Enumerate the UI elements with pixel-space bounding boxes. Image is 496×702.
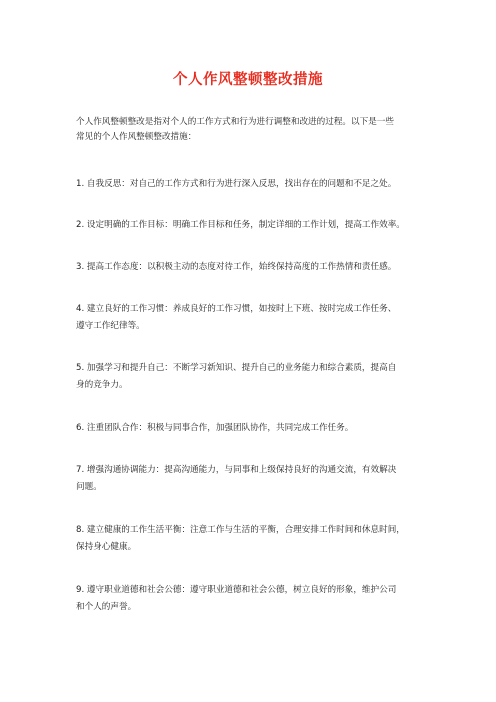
list-item-9 (76, 582, 441, 616)
list-item-line: 9. 遵守职业道德和社会公德：遵守职业道德和社会公德，树立良好的形象，维护公司 (76, 585, 397, 595)
list-item-8 (76, 522, 441, 556)
list-item-6 (76, 420, 441, 437)
page-title: 个人作风整顿整改措施 (173, 72, 323, 88)
list-item-line: 4. 建立良好的工作习惯：养成良好的工作习惯，如按时上下班、按时完成工作任务、 (76, 304, 397, 314)
list-item-1 (76, 176, 441, 193)
list-item-line: 6. 注重团队合作：积极与同事合作，加强团队协作，共同完成工作任务。 (76, 423, 354, 433)
intro-line-1: 个人作风整顿整改是指对个人的工作方式和行为进行调整和改进的过程。以下是一些 (76, 117, 394, 127)
list-item-7 (76, 462, 441, 496)
list-item-line: 7. 增强沟通协调能力：提高沟通能力，与同事和上级保持良好的沟通交流，有效解决 (76, 465, 397, 475)
intro-line-2: 常见的个人作风整顿整改措施： (76, 132, 197, 142)
list-item-line: 8. 建立健康的工作生活平衡：注意工作与生活的平衡，合理安排工作时间和休息时间， (76, 525, 405, 535)
list-item-line: 5. 加强学习和提升自己：不断学习新知识、提升自己的业务能力和综合素质，提高自 (76, 363, 397, 373)
intro-paragraph (76, 115, 436, 145)
list-item-5 (76, 360, 441, 394)
list-item-4 (76, 301, 441, 335)
list-item-3 (76, 259, 441, 276)
list-item-line: 遵守工作纪律等。 (76, 321, 145, 331)
list-item-line: 2. 设定明确的工作目标：明确工作目标和任务，制定详细的工作计划，提高工作效率。 (76, 220, 405, 230)
list-item-2 (76, 217, 441, 234)
list-item-line: 身的竞争力。 (76, 380, 128, 390)
list-item-line: 问题。 (76, 482, 102, 492)
list-item-line: 和个人的声誉。 (76, 602, 137, 612)
list-item-line: 3. 提高工作态度：以积极主动的态度对待工作，始终保持高度的工作热情和责任感。 (76, 262, 397, 272)
list-item-line: 保持身心健康。 (76, 542, 137, 552)
list-item-line: 1. 自我反思：对自己的工作方式和行为进行深入反思，找出存在的问题和不足之处。 (76, 179, 397, 189)
